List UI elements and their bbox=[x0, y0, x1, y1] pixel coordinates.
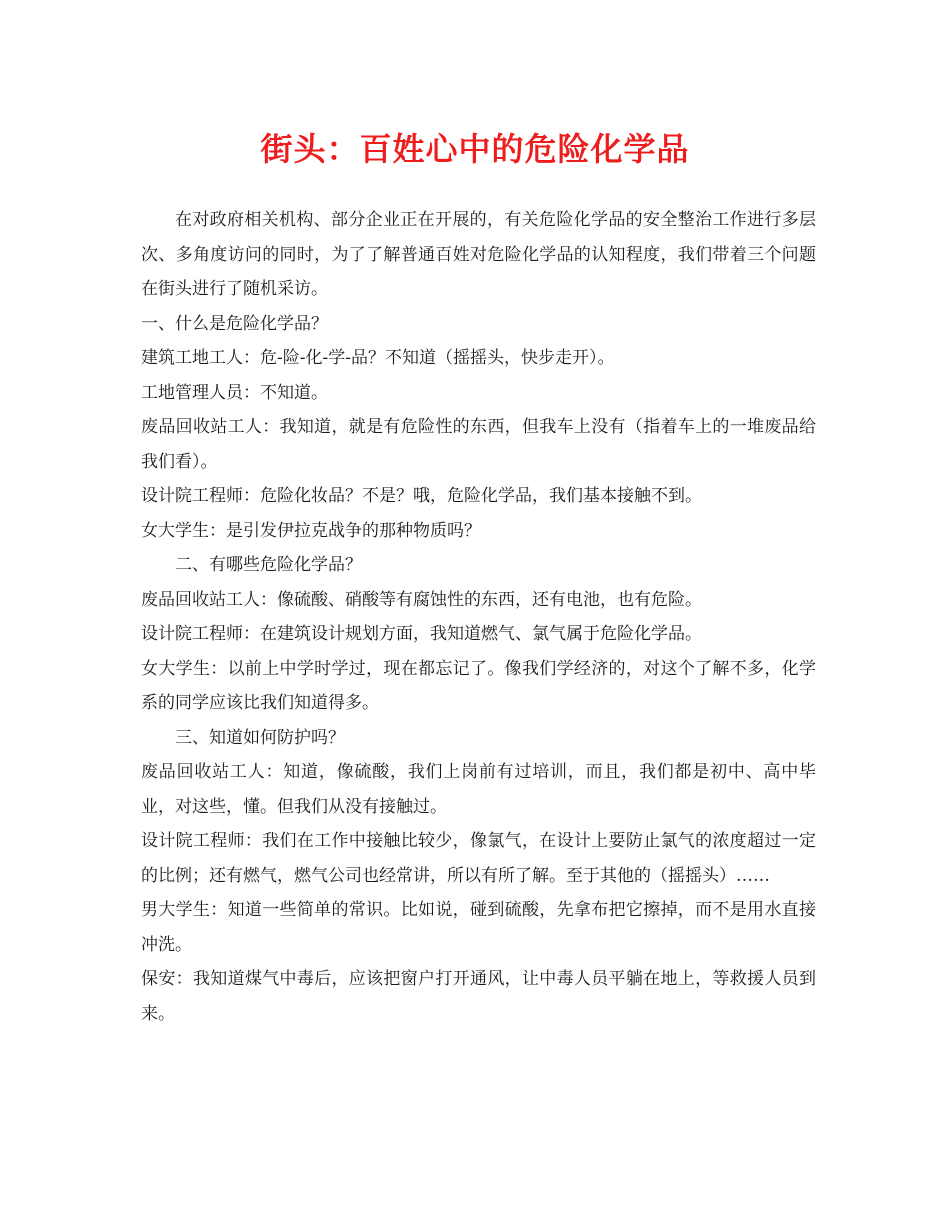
paragraph: 男大学生：知道一些简单的常识。比如说，碰到硫酸，先拿布把它擦掉，而不是用水直接冲洗。 bbox=[141, 900, 816, 955]
paragraph: 建筑工地工人：危-险-化-学-品？不知道（摇摇头，快步走开）。 bbox=[141, 348, 615, 368]
paragraph: 工地管理人员：不知道。 bbox=[141, 382, 328, 403]
paragraph: 女大学生：以前上中学时学过，现在都忘记了。像我们学经济的，对这个了解不多，化学系的同学应该比我们知道得多。 bbox=[141, 658, 816, 713]
document-title: 街头：百姓心中的危险化学品 bbox=[260, 130, 690, 168]
paragraph: 设计院工程师：我们在工作中接触比较少，像氯气，在设计上要防止氯气的浓度超过一定的比例；还有燃气，燃气公司也经常讲，所以有所了解。至于其他的（摇摇头）…… bbox=[141, 831, 816, 886]
paragraph: 废品回收站工人：像硫酸、硝酸等有腐蚀性的东西，还有电池，也有危险。 bbox=[141, 589, 702, 610]
paragraph: 三、知道如何防护吗？ bbox=[175, 727, 345, 748]
paragraph: 设计院工程师：危险化妆品？不是？哦，危险化学品，我们基本接触不到。 bbox=[141, 486, 702, 506]
paragraph: 在对政府相关机构、部分企业正在开展的，有关危险化学品的安全整治工作进行多层次、多角度访问的同时，为了了解普通百姓对危险化学品的认知程度，我们带着三个问题在街头进行了随机采访。 bbox=[141, 210, 816, 299]
document-body bbox=[141, 203, 816, 1031]
paragraph: 废品回收站工人：知道，像硫酸，我们上岗前有过培训，而且，我们都是初中、高中毕业，对这些，懂。但我们从没有接触过。 bbox=[141, 762, 816, 817]
paragraph: 保安：我知道煤气中毒后，应该把窗户打开通风，让中毒人员平躺在地上，等救援人员到来。 bbox=[141, 969, 816, 1024]
paragraph: 废品回收站工人：我知道，就是有危险性的东西，但我车上没有（指着车上的一堆废品给我们看）。 bbox=[141, 417, 816, 472]
paragraph: 一、什么是危险化学品？ bbox=[141, 313, 328, 334]
paragraph: 女大学生：是引发伊拉克战争的那种物质吗？ bbox=[141, 520, 481, 541]
paragraph: 设计院工程师：在建筑设计规划方面，我知道燃气、氯气属于危险化学品。 bbox=[141, 624, 702, 644]
paragraph: 二、有哪些危险化学品？ bbox=[175, 555, 362, 575]
